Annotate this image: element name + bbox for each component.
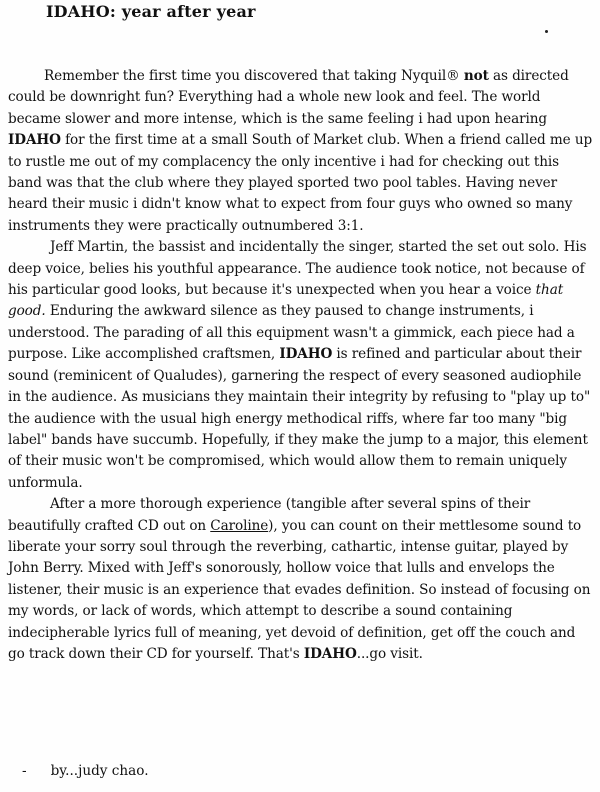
- p1-emphasis-not: not: [463, 68, 489, 84]
- article-body: [8, 66, 594, 665]
- byline-dash: -: [22, 763, 27, 779]
- p1-text-a: Remember the first time you discovered that taking Nyquil: [44, 68, 447, 84]
- p2-text-b: Enduring the awkward silence as they paused to change instruments, i understood. The parading of all this equipment wasn't a gimmick, each piece had a purpose. Like accomplished craftsmen,: [8, 303, 575, 363]
- p3-band-name: IDAHO: [303, 645, 357, 662]
- title-subtitle: year after year: [121, 2, 256, 21]
- p2-text-c: is refined and particular about their sound (reminicent of Qualudes), garnering the respect of every seasoned audiophile in the audience. As musicians they maintain their integrity by refusing to "play up to" the audience with the usual high energy methodical riffs, where far too many "big label" bands have succumb. Hopefully, if they make the jump to a major, this element of their music won't be compromised, which would allow them to remain uniquely unformula.: [8, 346, 591, 491]
- byline-author: by...judy chao.: [50, 763, 149, 779]
- p1-band-name: IDAHO: [8, 132, 61, 149]
- p3-text-a: After a more thorough experience (tangible after several spins of their beautifully crafted CD out on: [8, 496, 531, 534]
- p1-text-c: for the first time at a small South of Market club. When a friend called me up to rustle me out of my complacency the only incentive i had for checking out this band was that the club where they played sported two pool tables. Having never heard their music i didn't know what to expect from four guys who owned so many instruments they were practically outnumbered 3:1.: [8, 132, 593, 234]
- registered-mark: ®: [446, 68, 460, 84]
- print-speck: [545, 30, 548, 33]
- paragraph-3: [8, 494, 594, 665]
- paragraph-1: [8, 66, 594, 237]
- article-title: [46, 2, 256, 21]
- byline: [22, 763, 149, 779]
- p1-text-b: as directed could be downright fun? Everything had a whole new look and feel. The world became slower and more intense, which is the same feeling i had upon hearing: [8, 68, 569, 127]
- p2-text-a: Jeff Martin, the bassist and incidentally the singer, started the set out solo. His deep voice, belies his youthful appearance. The audience took notice, not because of his particular good looks, but because it's unexpected when you hear a voice: [8, 239, 587, 299]
- paragraph-2: [8, 237, 594, 494]
- p3-text-b: ), you can count on their mettlesome sound to liberate your sorry soul through the reverbing, cathartic, intense guitar, played by John Berry. Mixed with Jeff's sonorously, hollow voice that lulls and envelops the listener, their music is an experience that evades definition. So instead of focusing on my words, or lack of words, which attempt to describe a sound containing indecipherable lyrics full of meaning, yet devoid of definition, get off the couch and go track down their CD for yourself. That's: [8, 517, 591, 662]
- p3-text-c: ...go visit.: [356, 645, 423, 662]
- p2-emphasis: that good.: [8, 282, 564, 320]
- p2-band-name: IDAHO: [279, 346, 333, 363]
- title-band-name: IDAHO:: [46, 2, 116, 21]
- p3-record-label: Caroline: [210, 517, 269, 534]
